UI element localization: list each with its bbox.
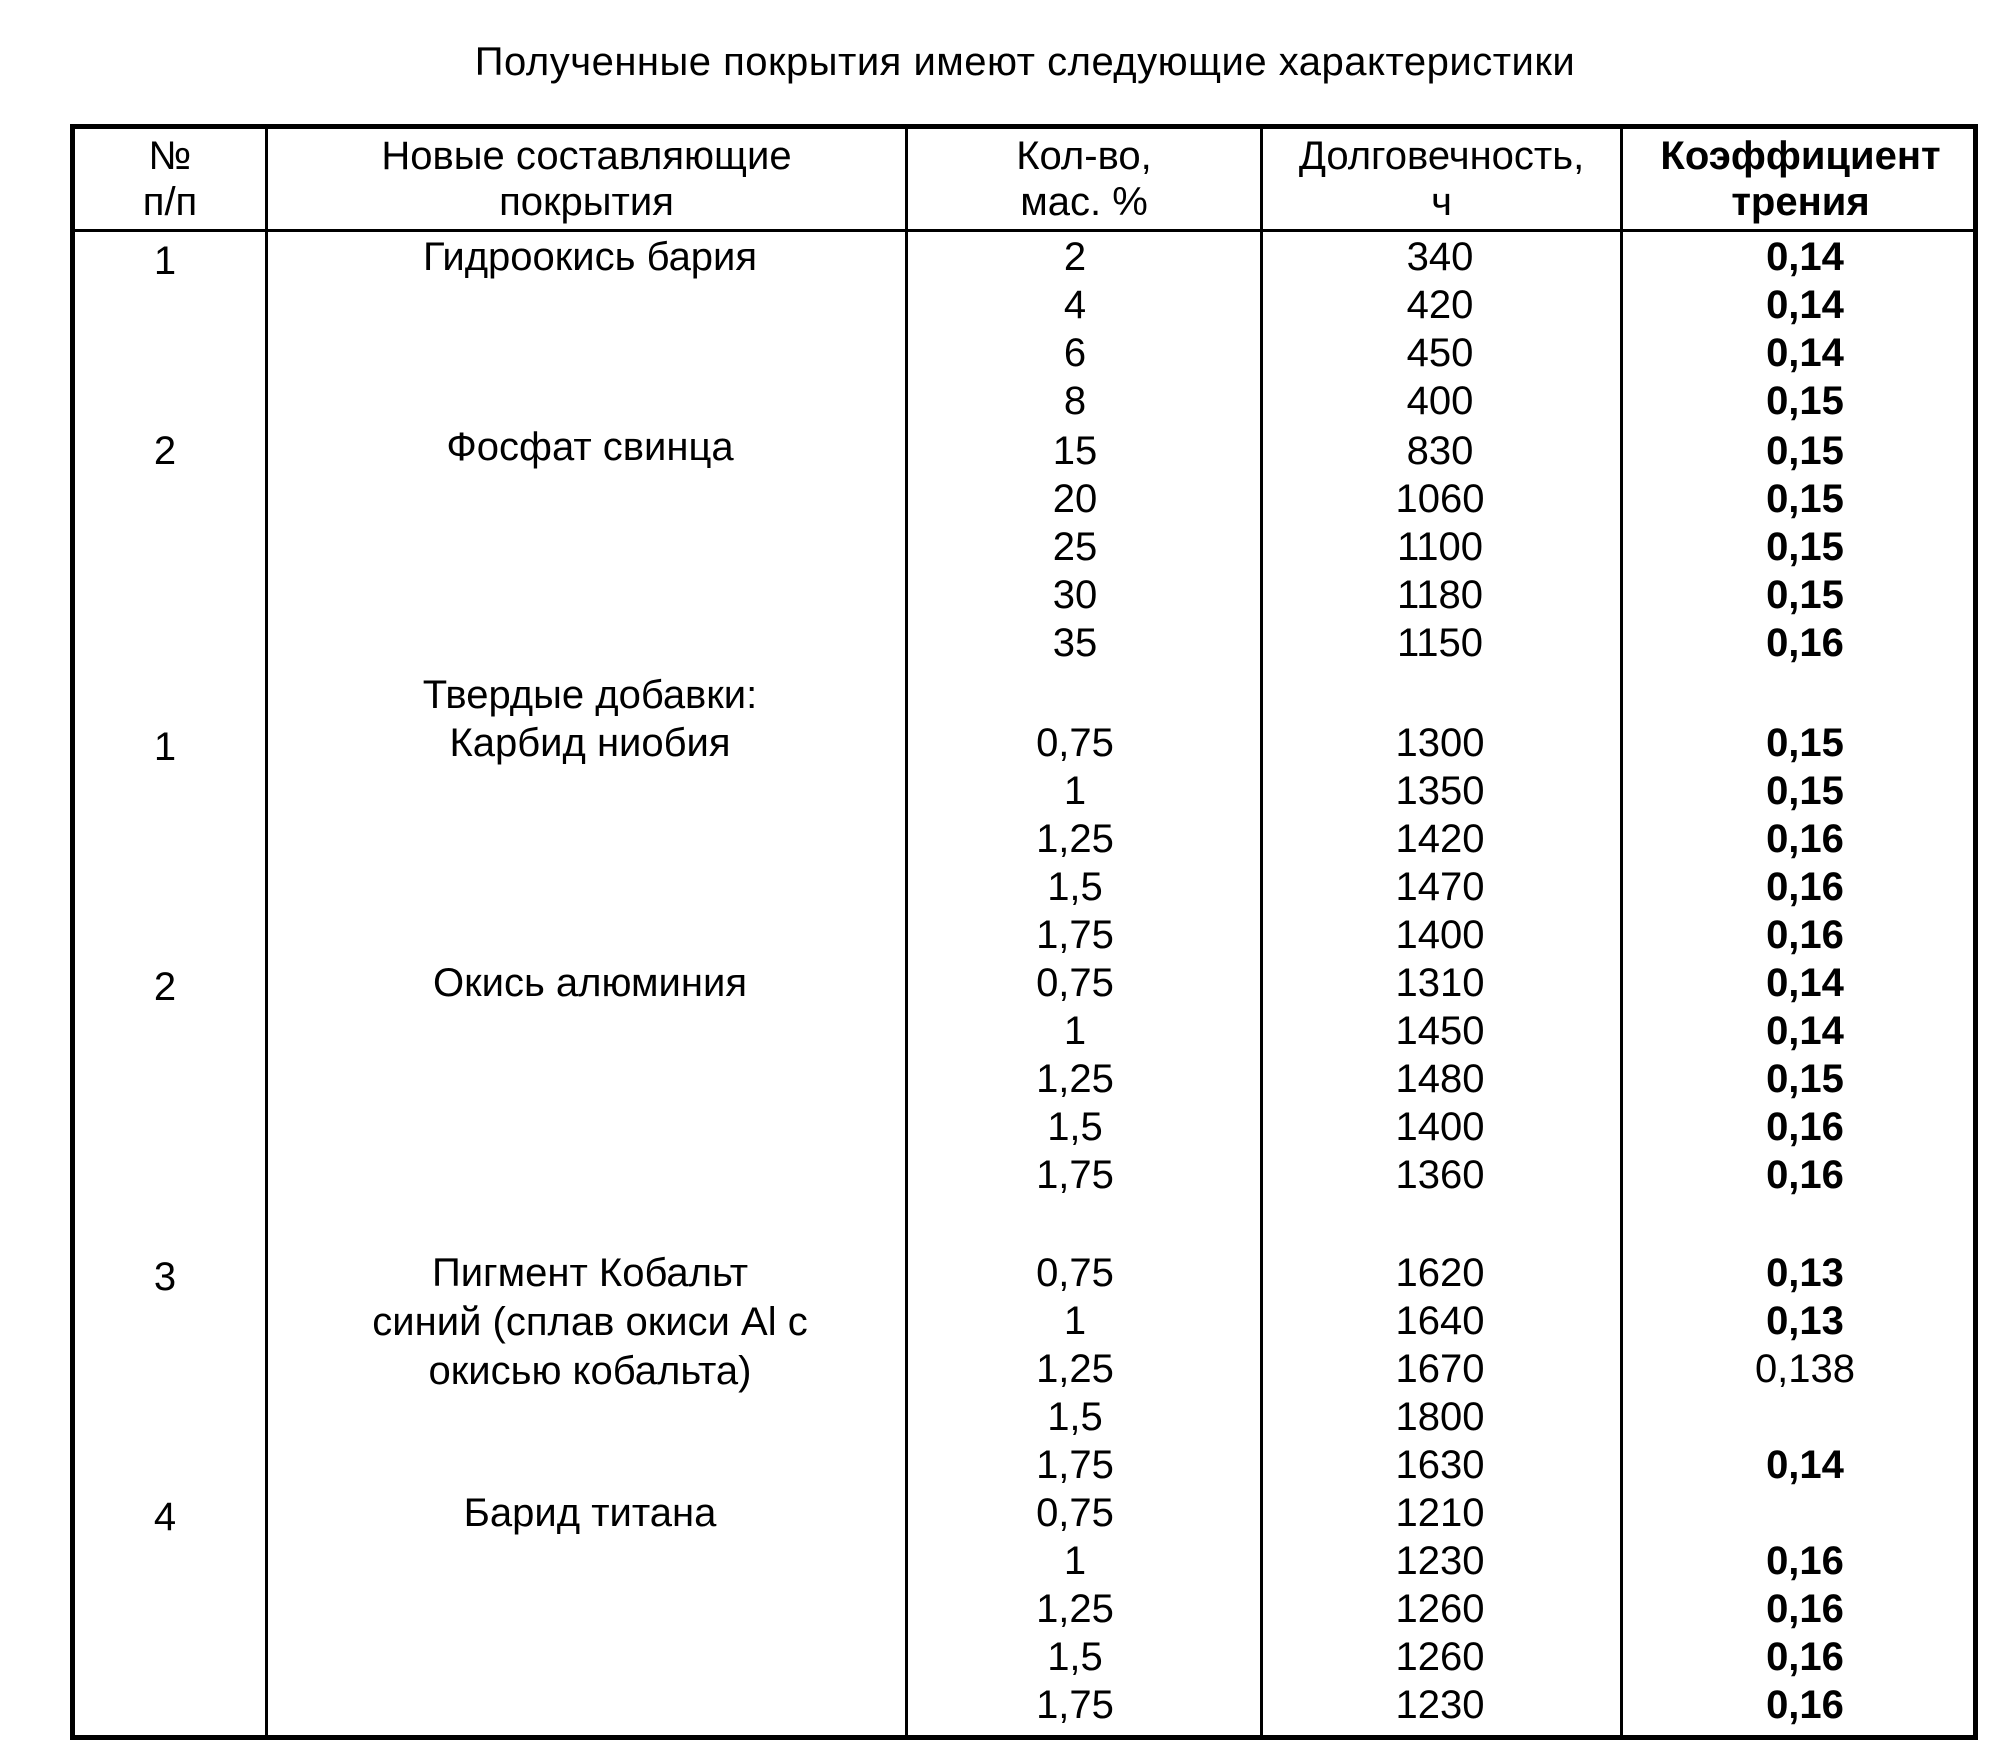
qty-cell: 1,5 (1047, 865, 1103, 909)
coef-cell: 0,16 (1766, 1539, 1844, 1583)
qty-cell: 1 (1063, 1299, 1087, 1343)
coef-cell: 0,13 (1766, 1299, 1844, 1343)
qty-cell: 1,5 (1047, 1395, 1103, 1439)
dur-cell: 1450 (1395, 1009, 1485, 1053)
column-divider (1260, 129, 1263, 1735)
qty-cell: 4 (1063, 283, 1087, 327)
group-number: 1 (153, 239, 177, 283)
coef-cell: 0,15 (1766, 769, 1844, 813)
qty-cell: 30 (1052, 573, 1098, 617)
dur-cell: 1640 (1395, 1299, 1485, 1343)
qty-cell: 6 (1063, 331, 1087, 375)
dur-cell: 1210 (1395, 1491, 1485, 1535)
dur-cell: 1150 (1396, 621, 1483, 665)
coef-cell: 0,13 (1766, 1251, 1844, 1295)
qty-cell: 1,75 (1036, 1683, 1114, 1727)
header-divider (75, 229, 1973, 232)
group-name: Твердые добавки: (422, 673, 758, 717)
column-divider (265, 129, 268, 1735)
dur-cell: 1620 (1395, 1251, 1485, 1295)
qty-cell: 1,25 (1036, 1587, 1114, 1631)
coef-cell: 0,16 (1766, 817, 1844, 861)
qty-cell: 1 (1063, 769, 1087, 813)
group-name: Гидроокись бария (422, 235, 758, 279)
dur-cell: 1300 (1395, 721, 1485, 765)
page-title: Полученные покрытия имеют следующие характеристики (474, 40, 1576, 84)
group-number: 3 (153, 1255, 177, 1299)
qty-cell: 1 (1063, 1009, 1087, 1053)
dur-cell: 1420 (1395, 817, 1485, 861)
dur-cell: 1230 (1395, 1539, 1485, 1583)
dur-cell: 830 (1406, 429, 1474, 473)
dur-cell: 1060 (1395, 477, 1485, 521)
dur-cell: 340 (1406, 235, 1474, 279)
coef-cell: 0,14 (1766, 283, 1844, 327)
header-friction: Коэффициент трения (1660, 134, 1941, 224)
dur-cell: 1350 (1395, 769, 1485, 813)
group-name: Окись алюминия (433, 961, 747, 1005)
coef-cell: 0,16 (1766, 913, 1844, 957)
group-number: 2 (153, 429, 177, 473)
qty-cell: 0,75 (1036, 1251, 1114, 1295)
qty-cell: 0,75 (1036, 721, 1114, 765)
coef-cell: 0,16 (1766, 1635, 1844, 1679)
group-number: 4 (153, 1495, 177, 1539)
qty-cell: 1,25 (1036, 817, 1114, 861)
qty-cell: 1,75 (1036, 913, 1114, 957)
qty-cell: 15 (1052, 429, 1098, 473)
coef-cell: 0,14 (1766, 961, 1844, 1005)
qty-cell: 35 (1052, 621, 1098, 665)
coef-cell: 0,14 (1766, 1443, 1844, 1487)
dur-cell: 1670 (1395, 1347, 1485, 1391)
coef-cell: 0,16 (1766, 621, 1844, 665)
coef-cell: 0,14 (1766, 331, 1844, 375)
coef-cell: 0,15 (1766, 721, 1844, 765)
group-name: Карбид ниобия (449, 721, 731, 765)
dur-cell: 1230 (1395, 1683, 1485, 1727)
qty-cell: 1,5 (1047, 1105, 1103, 1149)
qty-cell: 2 (1063, 235, 1087, 279)
dur-cell: 420 (1406, 283, 1474, 327)
group-number: 2 (153, 965, 177, 1009)
coef-cell: 0,16 (1766, 865, 1844, 909)
qty-cell: 1,75 (1036, 1443, 1114, 1487)
header-name: Новые составляющие покрытия (381, 134, 792, 224)
qty-cell: 1,75 (1036, 1153, 1114, 1197)
dur-cell: 450 (1406, 331, 1474, 375)
coef-cell: 0,15 (1766, 525, 1844, 569)
header-durability: Долговечность, ч (1298, 134, 1585, 224)
dur-cell: 1400 (1395, 913, 1485, 957)
dur-cell: 1400 (1395, 1105, 1485, 1149)
coef-cell: 0,16 (1766, 1105, 1844, 1149)
column-divider (1620, 129, 1623, 1735)
dur-cell: 1630 (1395, 1443, 1485, 1487)
dur-cell: 1800 (1395, 1395, 1485, 1439)
dur-cell: 1360 (1395, 1153, 1485, 1197)
coef-cell: 0,138 (1754, 1347, 1856, 1391)
qty-cell: 1,25 (1036, 1347, 1114, 1391)
coef-cell: 0,15 (1766, 477, 1844, 521)
coef-cell: 0,15 (1766, 429, 1844, 473)
qty-cell: 1,25 (1036, 1057, 1114, 1101)
dur-cell: 1480 (1395, 1057, 1485, 1101)
group-name: Пигмент Кобальт синий (сплав окиси Al с окисью кобальта) (372, 1251, 808, 1393)
coef-cell: 0,16 (1766, 1683, 1844, 1727)
qty-cell: 8 (1063, 379, 1087, 423)
group-number: 1 (153, 725, 177, 769)
coef-cell: 0,14 (1766, 235, 1844, 279)
group-name: Барид титана (463, 1491, 717, 1535)
dur-cell: 400 (1406, 379, 1474, 423)
dur-cell: 1260 (1395, 1635, 1485, 1679)
coef-cell: 0,15 (1766, 1057, 1844, 1101)
dur-cell: 1180 (1396, 573, 1483, 617)
coef-cell: 0,16 (1766, 1587, 1844, 1631)
data-table (70, 124, 1978, 1740)
qty-cell: 0,75 (1036, 1491, 1114, 1535)
header-num: № п/п (142, 134, 198, 224)
qty-cell: 25 (1052, 525, 1098, 569)
qty-cell: 0,75 (1036, 961, 1114, 1005)
coef-cell: 0,15 (1766, 573, 1844, 617)
qty-cell: 1,5 (1047, 1635, 1103, 1679)
coef-cell: 0,15 (1766, 379, 1844, 423)
qty-cell: 1 (1063, 1539, 1087, 1583)
qty-cell: 20 (1052, 477, 1098, 521)
group-name: Фосфат свинца (446, 425, 734, 469)
dur-cell: 1470 (1395, 865, 1485, 909)
header-qty: Кол-во, мас. % (1016, 134, 1152, 224)
dur-cell: 1310 (1395, 961, 1485, 1005)
coef-cell: 0,16 (1766, 1153, 1844, 1197)
coef-cell: 0,14 (1766, 1009, 1844, 1053)
dur-cell: 1100 (1396, 525, 1483, 569)
dur-cell: 1260 (1395, 1587, 1485, 1631)
